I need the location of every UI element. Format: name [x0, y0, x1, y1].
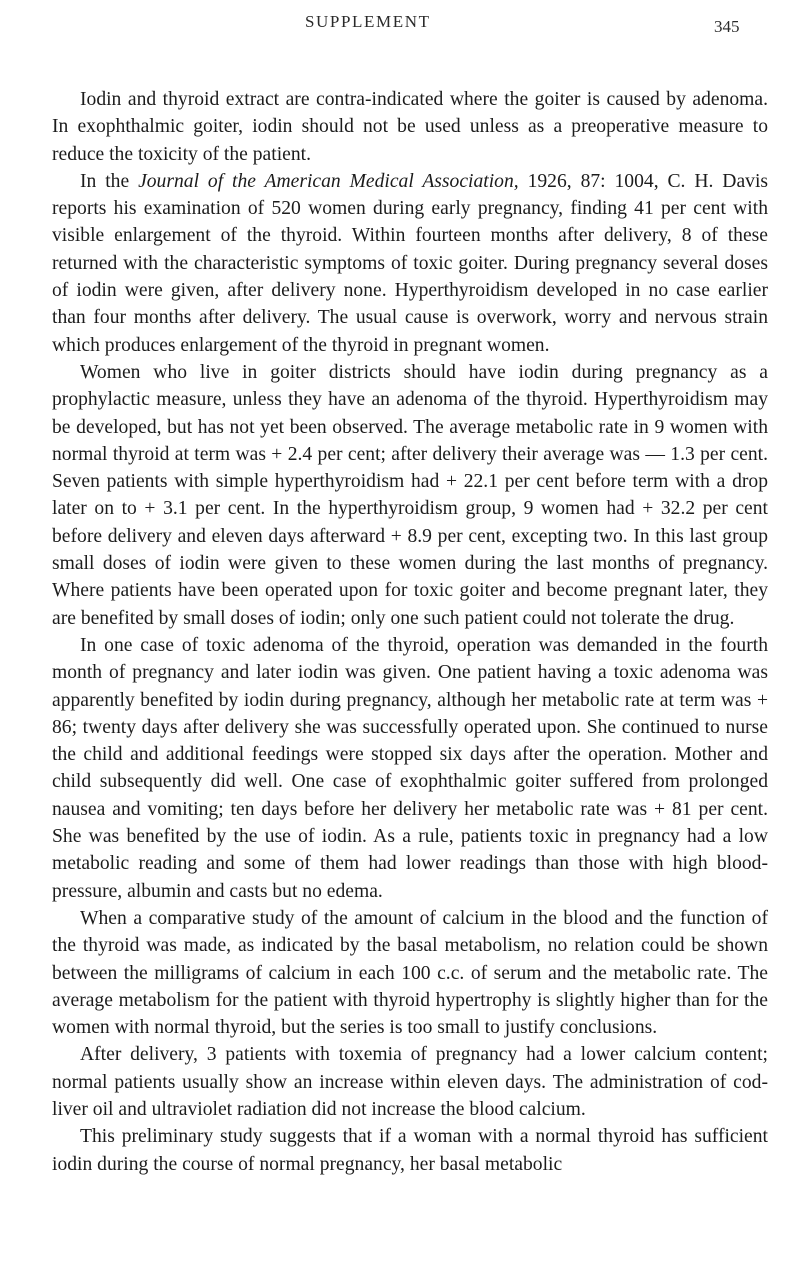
running-head: SUPPLEMENT — [305, 12, 431, 31]
paragraph-toxic-adenoma: In one case of toxic adenoma of the thyroid, operation was demanded in the fourth month of pregnancy and later iodin was given. One patient having a toxic adenoma was apparently benefited by iodin during pregnancy, although her metabolic rate at term was + 86; twenty days after delivery she was successfully operated upon. She continued to nurse the child and additional feedings were stopped six days after the operation. Mother and child subsequently did well. One case of exophthalmic goiter suffered from prolonged nausea and vomiting; ten days before her delivery her metabolic rate was + 81 per cent. She was benefited by the use of iodin. As a rule, patients toxic in pregnancy had a low metabolic reading and some of them had lower readings than those with high blood-pressure, albumin and casts but no edema. — [52, 634, 768, 902]
paragraph-calcium-study: When a comparative study of the amount of calcium in the blood and the function of the thyroid was made, as indicated by the basal metabolism, no relation could be shown between the milligrams of calcium in each 100 c.c. of serum and the metabolic rate. The average metabolism for the patient with thyroid hypertrophy is slightly higher than for the women with normal thyroid, but the series is too small to justify conclusions. — [52, 907, 768, 1039]
body-text — [52, 86, 768, 1178]
paragraph-davis-report — [52, 168, 768, 359]
citation-intro: In the — [80, 170, 139, 192]
journal-title: Journal of the American Medical Association, — [138, 170, 519, 192]
paragraph-goiter-districts: Women who live in goiter districts should have iodin during pregnancy as a prophylactic measure, unless they have an adenoma of the thyroid. Hyperthyroidism may be developed, but has not yet been observed. The average metabolic rate in 9 women with normal thyroid at term was + 2.4 per cent; after delivery their average was — 1.3 per cent. Seven patients with simple hyperthyroidism had + 22.1 per cent before term with a drop later on to + 3.1 per cent. In the hyperthyroidism group, 9 women had + 32.2 per cent before delivery and eleven days afterward + 8.9 per cent, excepting two. In this last group small doses of iodin were given to these women during the last months of pregnancy. Where patients have been operated upon for toxic goiter and become pregnant later, they are benefited by small doses of iodin; only one such patient could not tolerate the drug. — [52, 361, 768, 629]
paragraph-preliminary-study: This preliminary study suggests that if a woman with a normal thyroid has sufficient iodin during the course of normal pregnancy, her basal metabolic — [52, 1126, 768, 1175]
paragraph-after-delivery: After delivery, 3 patients with toxemia of pregnancy had a lower calcium content; normal patients usually show an increase within eleven days. The administration of cod-liver oil and ultraviolet radiation did not increase the blood calcium. — [52, 1044, 768, 1120]
davis-report-text: 1926, 87: 1004, C. H. Davis reports his examination of 520 women during early pregnancy, finding 41 per cent with visible enlargement of the thyroid. Within fourteen months after delivery, 8 of these returned with the characteristic symptoms of toxic goiter. During pregnancy several doses of iodin were given, after delivery none. Hyperthyroidism developed in no case earlier than four months after delivery. The usual cause is overwork, worry and nervous strain which produces enlargement of the thyroid in pregnant women. — [52, 170, 769, 356]
page-header — [0, 12, 800, 52]
paragraph-iodin-contraindications: Iodin and thyroid extract are contra-indicated where the goiter is caused by adenoma. In exophthalmic goiter, iodin should not be used unless as a preoperative measure to reduce the toxicity of the patient. — [52, 89, 768, 165]
page-number: 345 — [714, 17, 740, 36]
